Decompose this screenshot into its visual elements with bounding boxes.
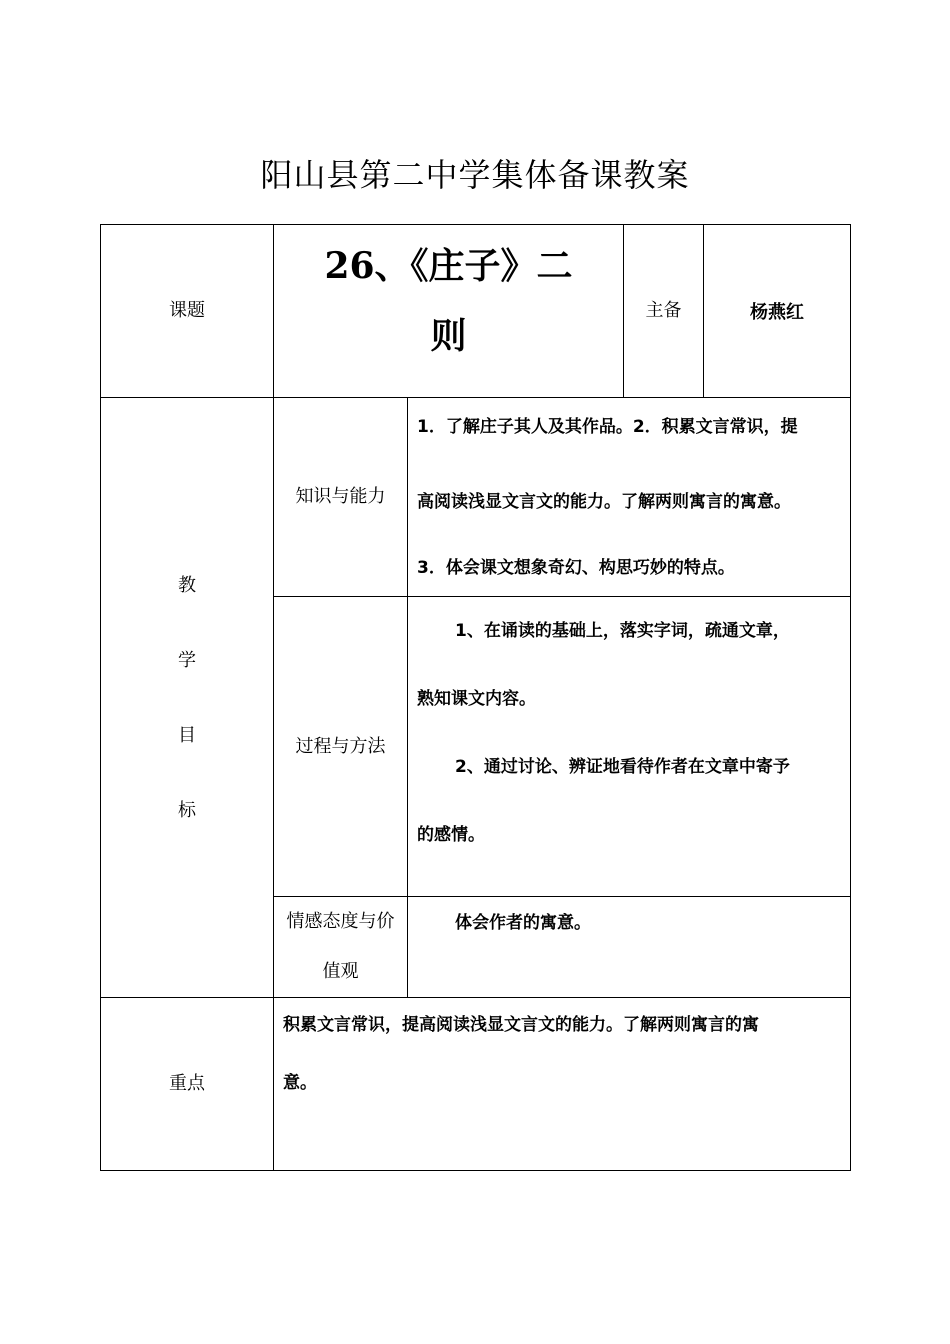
emotion-content: [408, 897, 851, 998]
lesson-title: [274, 225, 624, 398]
emotion-label-line1: 情感态度与价: [286, 911, 395, 932]
lesson-plan-table: [100, 224, 851, 1171]
emotion-label-line2: 值观: [322, 961, 359, 982]
process-line-4: 的感情。: [417, 825, 485, 845]
key-points-label: 重点: [101, 998, 274, 1171]
document-title: 阳山县第二中学集体备课教案: [260, 156, 690, 194]
key-points-content: [274, 998, 851, 1171]
objectives-char-2: 学: [178, 649, 196, 671]
topic-label: 课题: [101, 225, 274, 398]
preparer-name: 杨燕红: [704, 225, 851, 398]
objectives-char-3: 目: [178, 724, 196, 746]
header-row: [101, 225, 851, 398]
knowledge-line-1: 1．了解庄子其人及其作品。2．积累文言常识，提: [417, 417, 798, 437]
emotion-label: [274, 897, 408, 998]
objectives-section-label: [101, 398, 274, 998]
process-content: [408, 597, 851, 897]
knowledge-line-2: 高阅读浅显文言文的能力。了解两则寓言的寓意。: [417, 492, 791, 512]
process-line-3: 2、通过讨论、辨证地看待作者在文章中寄予: [455, 757, 790, 777]
objectives-char-4: 标: [178, 799, 196, 821]
key-points-row: [101, 998, 851, 1171]
objectives-char-1: 教: [178, 574, 196, 596]
knowledge-line-3: 3．体会课文想象奇幻、构思巧妙的特点。: [417, 558, 735, 578]
knowledge-label: 知识与能力: [274, 398, 408, 597]
process-label: 过程与方法: [274, 597, 408, 897]
lesson-title-line2: 则: [430, 315, 467, 357]
knowledge-row: [101, 398, 851, 597]
key-points-line-2: 意。: [283, 1073, 317, 1093]
knowledge-content: [408, 398, 851, 597]
lesson-title-line1: 26、《庄子》二: [324, 245, 573, 287]
key-points-line-1: 积累文言常识，提高阅读浅显文言文的能力。了解两则寓言的寓: [283, 1015, 759, 1035]
preparer-label: 主备: [624, 225, 704, 398]
process-line-1: 1、在诵读的基础上，落实字词，疏通文章，: [455, 621, 790, 641]
process-line-2: 熟知课文内容。: [417, 689, 536, 709]
emotion-text: 体会作者的寓意。: [455, 913, 591, 933]
